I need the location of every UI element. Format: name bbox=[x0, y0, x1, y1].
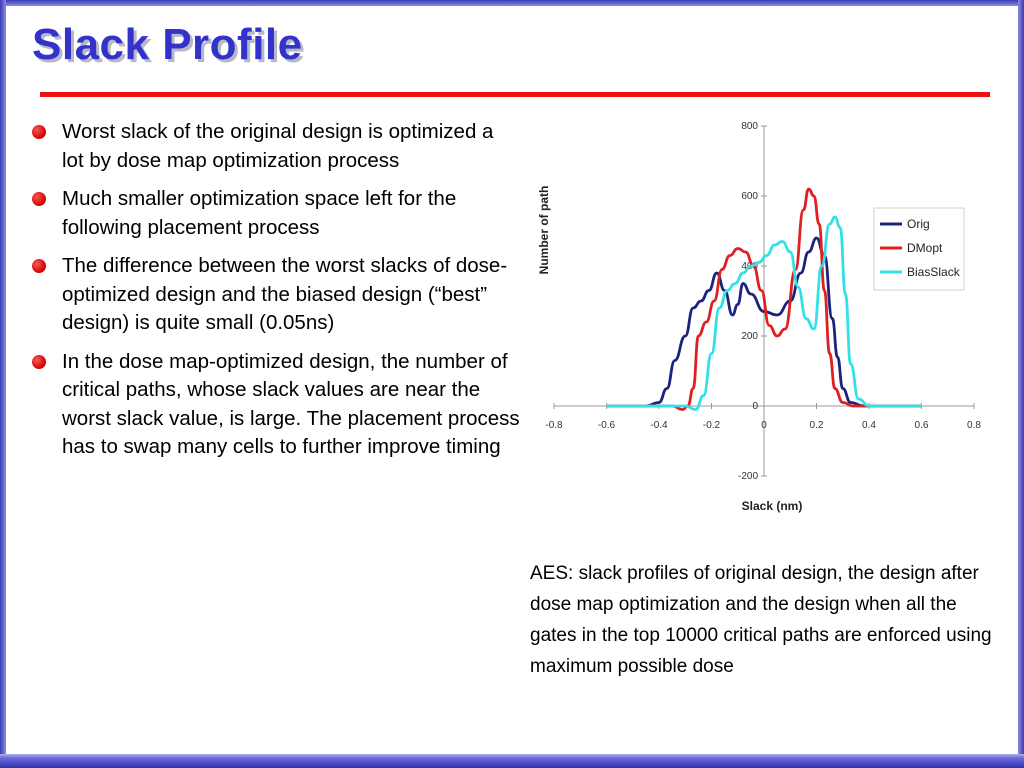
x-tick-label: 0.4 bbox=[862, 420, 876, 431]
legend-label-dmopt: DMopt bbox=[907, 241, 943, 255]
bullet-text: In the dose map-optimized design, the number of critical paths, whose slack values are near the worst slack value, is large. The placement process has to swap many cells to further improve timing bbox=[62, 349, 520, 458]
bullet-text: Worst slack of the original design is optimized a lot by dose map optimization process bbox=[62, 120, 494, 172]
x-tick-label: -0.4 bbox=[650, 420, 668, 431]
slack-profile-chart bbox=[528, 112, 998, 522]
slide-title: Slack Profile bbox=[32, 20, 303, 69]
bullet-text: The difference between the worst slacks of dose-optimized design and the biased design (“best” design) is quite small (0.05ns) bbox=[62, 254, 508, 334]
y-tick-label: 200 bbox=[741, 331, 758, 342]
bullet-item bbox=[30, 348, 520, 462]
bullet-list bbox=[30, 118, 520, 472]
bullet-dot-icon bbox=[32, 355, 46, 369]
bullet-dot-icon bbox=[32, 259, 46, 273]
frame-left-border bbox=[0, 0, 6, 768]
x-tick-label: -0.6 bbox=[597, 420, 616, 431]
y-tick-label: 600 bbox=[741, 191, 758, 202]
bullet-item bbox=[30, 118, 520, 175]
y-tick-label: 0 bbox=[752, 401, 758, 412]
x-tick-label: 0.2 bbox=[809, 420, 824, 431]
x-tick-label: 0.8 bbox=[967, 420, 981, 431]
frame-bottom-border bbox=[0, 754, 1024, 768]
legend-label-biasslack: BiasSlack bbox=[907, 265, 960, 279]
bullet-text: Much smaller optimization space left for the following placement process bbox=[62, 187, 457, 239]
y-axis-title: Number of path bbox=[537, 185, 551, 275]
frame-top-border bbox=[0, 0, 1024, 6]
x-tick-label: -0.2 bbox=[702, 420, 721, 431]
x-tick-label: 0 bbox=[761, 420, 767, 431]
bullet-item bbox=[30, 252, 520, 338]
frame-right-border bbox=[1018, 0, 1024, 768]
x-tick-label: 0.6 bbox=[914, 420, 929, 431]
y-tick-label: -200 bbox=[737, 471, 758, 482]
bullet-item bbox=[30, 185, 520, 242]
y-tick-label: 400 bbox=[741, 261, 758, 272]
bullet-dot-icon bbox=[32, 192, 46, 206]
legend-label-orig: Orig bbox=[907, 217, 930, 231]
title-divider bbox=[40, 92, 990, 97]
x-tick-label: -0.8 bbox=[545, 420, 563, 431]
x-axis-title: Slack (nm) bbox=[741, 499, 803, 513]
chart-caption: AES: slack profiles of original design, the design after dose map optimization and the design when all the gates in the top 10000 critical paths are enforced using maximum possible dose bbox=[530, 563, 992, 677]
bullet-dot-icon bbox=[32, 125, 46, 139]
y-tick-label: 800 bbox=[741, 121, 758, 132]
